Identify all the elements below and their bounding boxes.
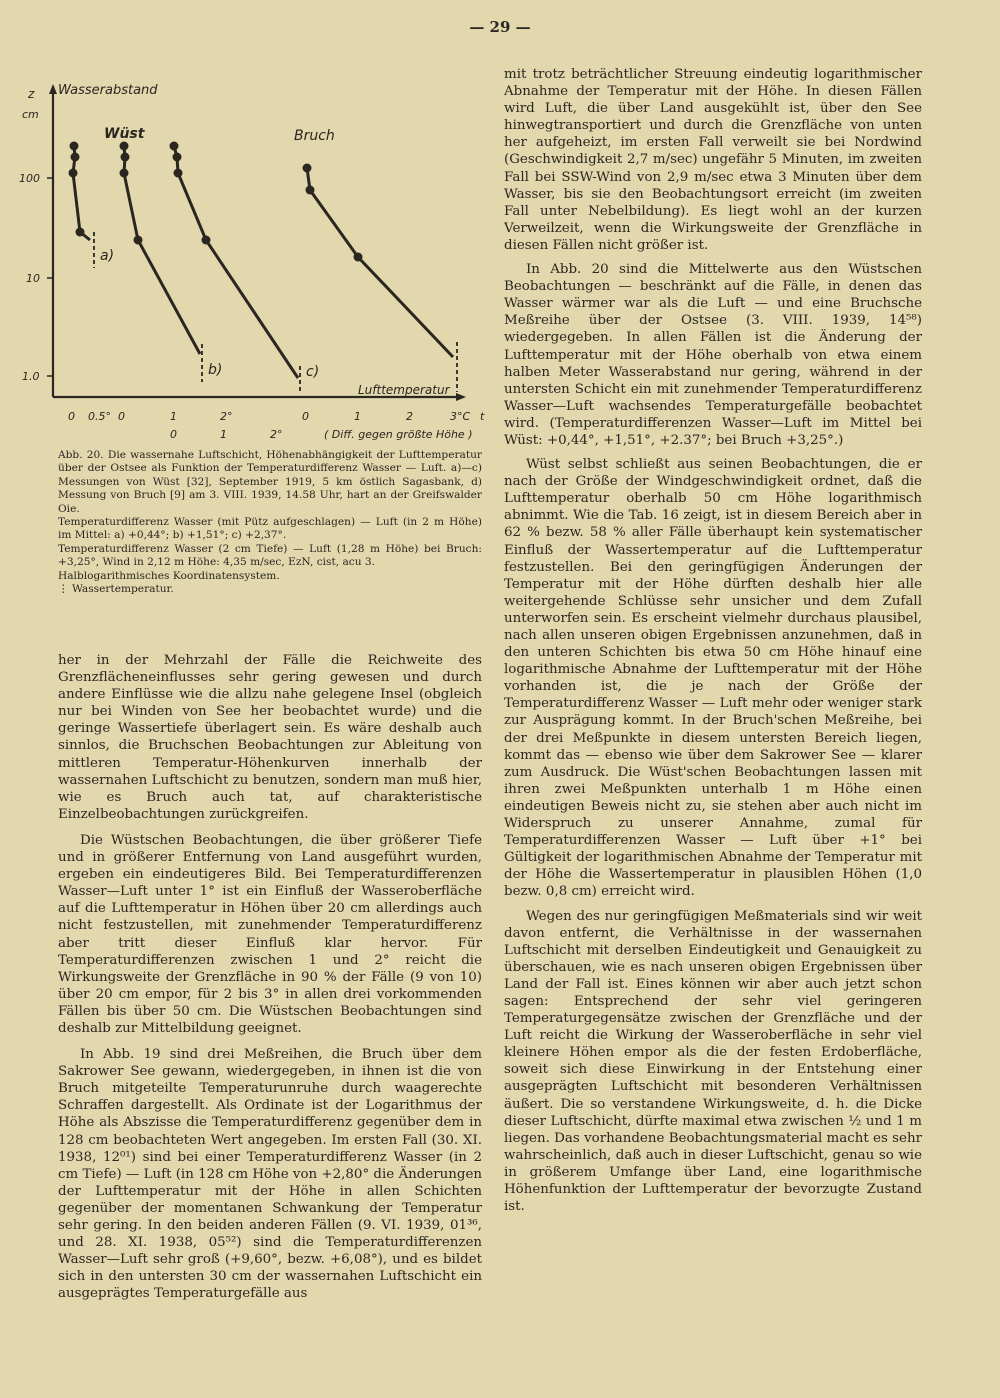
caption-line: Abb. 20. Die wassernahe Luftschicht, Höhenabhängigkeit der Lufttemperatur über der Ostsee als Funktion der Temperaturdifferenz Wasser — Luft. a)—c) Messungen von Wüst [32], September 1919, 5 km östlich Sagasbank, d) Messung von Bruch [9] am 3. VIII. 1939, 14.58 Uhr, hart an der Greifswalder Oie. xyxy=(58,449,482,515)
caption-line: ⋮ Wassertemperatur. xyxy=(58,583,174,596)
curve-b xyxy=(120,142,200,354)
x-tick-suffix: t xyxy=(480,410,485,423)
y-tick-10: 10 xyxy=(26,272,40,285)
left-column xyxy=(58,652,482,1302)
x-axis-arrow xyxy=(456,393,466,401)
y-ticks xyxy=(19,172,53,383)
page-number: — 29 — xyxy=(469,18,531,36)
paragraph: Wegen des nur geringfügigen Meßmaterials sind wir weit davon entfernt, die Verhältnisse in der wassernahen Luftschicht mit derselben Eindeutigkeit und Genauigkeit zu überschauen, wie es nach unseren obigen Ergebnissen über Land der Fall ist. Eines können wir aber auch jetzt schon sagen: Entsprechend der sehr viel geringeren Temperaturgegensätze zwischen der Grenzfläche und der Luft reicht die Wirkung der Wasseroberfläche in sehr viel kleinere Höhen empor als die der festen Erdoberfläche, soweit sich diese Einwirkung in der Entstehung einer ausgeprägten Luftschicht mit besonderen Verhältnissen äußert. Die so verstandene Wirkungsweite, d. h. die Dicke dieser Luftschicht, dürfte maximal etwa zwischen ½ und 1 m liegen. Das vorhandene Beobachtungsmaterial macht es sehr wahrscheinlich, daß auch in dieser Luftschicht, genau so wie in größerem Umfange über Land, eine logarithmische Höhenfunktion der Lufttemperatur der bevorzugte Zustand ist. xyxy=(504,908,922,1215)
x-tick: 0.5° xyxy=(88,410,111,423)
x-tick: 2° xyxy=(220,410,233,423)
x-row2-label: ( Diff. gegen größte Höhe ) xyxy=(324,428,473,441)
figure-20 xyxy=(18,82,496,444)
y-axis-unit: cm xyxy=(22,108,39,121)
marker-c: c) xyxy=(306,364,320,380)
y-tick-100: 100 xyxy=(19,172,40,185)
curve-c xyxy=(170,142,298,378)
x-tick: 0 xyxy=(170,428,177,441)
y-tick-1: 1.0 xyxy=(22,370,40,383)
x-axis-label: Lufttemperatur xyxy=(358,383,450,397)
x-tick: 2° xyxy=(270,428,283,441)
marker-b: b) xyxy=(208,362,223,378)
series-label-bruch: Bruch xyxy=(294,128,335,144)
x-ticks-row1 xyxy=(68,410,485,423)
y-axis-label: Wasserabstand xyxy=(58,83,158,98)
figure-20-chart xyxy=(18,82,496,444)
marker-a: a) xyxy=(100,248,115,264)
x-ticks-row2 xyxy=(170,428,472,441)
x-tick: 2 xyxy=(406,410,413,423)
x-tick: 0 xyxy=(302,410,309,423)
paragraph: In Abb. 20 sind die Mittelwerte aus den Wüstschen Beobachtungen — beschränkt auf die Fälle, in denen das Wasser wärmer war als die Luft — und eine Bruchsche Meßreihe über der Ostsee (3. VIII. 1939, 14⁵⁸) wiedergegeben. In allen Fällen ist die Änderung der Lufttemperatur mit der Höhe oberhalb von etwa einem halben Meter Wasserabstand nur gering, während in der untersten Schicht ein mit zunehmender Temperaturdifferenz Wasser—Luft wachsendes Temperaturgefälle beobachtet wird. (Temperaturdifferenzen Wasser—Luft im Mittel bei Wüst: +0,44°, +1,51°, +2.37°; bei Bruch +3,25°.) xyxy=(504,262,922,448)
x-tick: 1 xyxy=(170,410,177,423)
series-label-wuest: Wüst xyxy=(104,126,145,142)
x-tick: 3°C xyxy=(450,410,471,423)
water-temperature-markers xyxy=(94,232,457,392)
curve-bruch xyxy=(303,164,453,357)
paragraph: Die Wüstschen Beobachtungen, die über größerer Tiefe und in größerer Entfernung von Land ausgeführt wurden, ergeben ein eindeutigeres Bild. Bei Temperaturdifferenzen Wasser—Luft unter 1° ist ein Einfluß der Wasseroberfläche auf die Lufttemperatur in Höhen über 20 cm allerdings auch nicht festzustellen, mit zunehmender Temperaturdifferenz aber tritt dieser Einfluß klar hervor. Für Temperaturdifferenzen zwischen 1 und 2° reicht die Wirkungsweite der Grenzfläche in 90 % der Fälle (9 von 10) über 20 cm empor, für 2 bis 3° in allen drei vorkommenden Fällen bis über 50 cm. Die Wüstschen Beobachtungen sind deshalb zur Mittelbildung geeignet. xyxy=(58,832,482,1036)
caption-line: Temperaturdifferenz Wasser (2 cm Tiefe) — Luft (1,28 m Höhe) bei Bruch: +3,25°, Wind in 2,12 m Höhe: 4,35 m/sec, EzN, cist, acu 3. xyxy=(58,542,482,569)
paragraph: mit trotz beträchtlicher Streuung eindeutig logarithmischer Abnahme der Temperatur mit der Höhe. In diesen Fällen wird Luft, die über Land ausgekühlt ist, über den See hinwegtransportiert und durch die Grenzfläche von unten her aufgeheizt, im ersten Fall verweilt sie bei Nordwind (Geschwindigkeit 2,7 m/sec) ungefähr 5 Minuten, im zweiten Fall bei SSW-Wind von 2,9 m/sec etwa 3 Minuten über dem Wasser, bis sie den Beobachtungsort erreicht (im zweiten Fall unter Nebelbildung). Es liegt wohl an der kurzen Verweilzeit, wenn die Wirkungsweite der Grenzfläche in diesen Fällen nicht größer ist. xyxy=(504,67,922,253)
paragraph: In Abb. 19 sind drei Meßreihen, die Bruch über dem Sakrower See gewann, wiedergegeben, in ihnen ist die von Bruch mitgeteilte Temperaturunruhe durch waagerechte Schraffen dargestellt. Als Ordinate ist der Logarithmus der Höhe als Abszisse die Temperaturdifferenz gegenüber dem in 128 cm beobachteten Wert angegeben. Im ersten Fall (30. XI. 1938, 12⁰¹) sind bei einer Temperaturdifferenz Wasser (in 2 cm Tiefe) — Luft (in 128 cm Höhe von +2,80° die Änderungen der Lufttemperatur mit der Höhe in allen Schichten gegenüber der momentanen Schwankung der Temperatur sehr gering. In den beiden anderen Fällen (9. VI. 1939, 01³⁶, und 28. XI. 1938, 05⁵²) sind die Temperaturdifferenzen Wasser—Luft sehr groß (+9,60°, bezw. +6,08°), und es bildet sich in den untersten 30 cm der wassernahen Luftschicht ein ausgeprägtes Temperaturgefälle aus xyxy=(58,1047,483,1302)
x-tick: 1 xyxy=(354,410,361,423)
curve-a xyxy=(69,142,90,240)
caption-line: Temperaturdifferenz Wasser (mit Pütz aufgeschlagen) — Luft (in 2 m Höhe) im Mittel: a) +0,44°; b) +1,51°; c) +2,37°. xyxy=(58,516,482,542)
figure-caption xyxy=(58,449,482,596)
y-axis-arrow xyxy=(49,84,57,94)
x-tick: 0 xyxy=(118,410,125,423)
x-tick: 1 xyxy=(220,428,227,441)
paragraph: Wüst selbst schließt aus seinen Beobachtungen, die er nach der Größe der Windgeschwindigkeit ordnet, daß die Lufttemperatur oberhalb 50 cm Höhe logarithmisch abnimmt. Wie die Tab. 16 zeigt, ist in diesem Bereich aber in 62 % bezw. 58 % aller Fälle überhaupt kein systematischer Einfluß der Wassertemperatur auf die Lufttemperatur festzustellen. Bei den geringfügigen Änderungen der Temperatur mit der Höhe dürften deshalb hier alle weitergehende Schlüsse sehr unsicher und dem Zufall unterworfen sein. Es erscheint vielmehr durchaus plausibel, nach allen unseren obigen Ergebnissen anzunehmen, daß in den unteren Schichten bis etwa 50 cm Höhe hinauf eine logarithmische Abnahme der Lufttemperatur mit der Höhe vorhanden ist, die je nach der Größe der Temperaturdifferenz Wasser — Luft mehr oder weniger stark zur Ausprägung kommt. In der Bruch'schen Meßreihe, bei der drei Meßpunkte in diesem untersten Bereich liegen, kommt das — ebenso wie über dem Sakrower See — klarer zum Ausdruck. Die Wüst'schen Beobachtungen lassen mit ihren zwei Meßpunkten unterhalb 1 m Höhe einen eindeutigen Beweis nicht zu, sie stehen aber auch nicht im Widerspruch zu unserer Annahme, zumal für Temperaturdifferenzen Wasser — Luft über +1° bei Gültigkeit der logarithmischen Abnahme der Temperatur mit der Höhe die Wassertemperatur in plausiblen Höhen (1,0 bezw. 0,8 cm) erreicht wird. xyxy=(504,457,922,900)
paragraph: her in der Mehrzahl der Fälle die Reichweite des Grenzflächeneinflusses sehr gering gewesen und durch andere Einflüsse wie die allzu nahe gelegene Insel (obgleich nur bei Winden von See her beobachtet wurde) und die geringe Wassertiefe überlagert sein. Es wäre deshalb auch sinnlos, die Bruchschen Beobachtungen zur Ableitung von mittleren Temperatur-Höhenkurven innerhalb der wassernahen Luftschicht zu benutzen, sondern man muß hier, wie es Bruch auch tat, auf charakteristische Einzelbeobachtungen zurückgreifen. xyxy=(58,653,482,822)
caption-line: Halblogarithmisches Koordinatensystem. xyxy=(58,569,280,582)
right-column xyxy=(504,66,922,1215)
y-axis-z: z xyxy=(28,87,35,101)
x-tick: 0 xyxy=(68,410,75,423)
